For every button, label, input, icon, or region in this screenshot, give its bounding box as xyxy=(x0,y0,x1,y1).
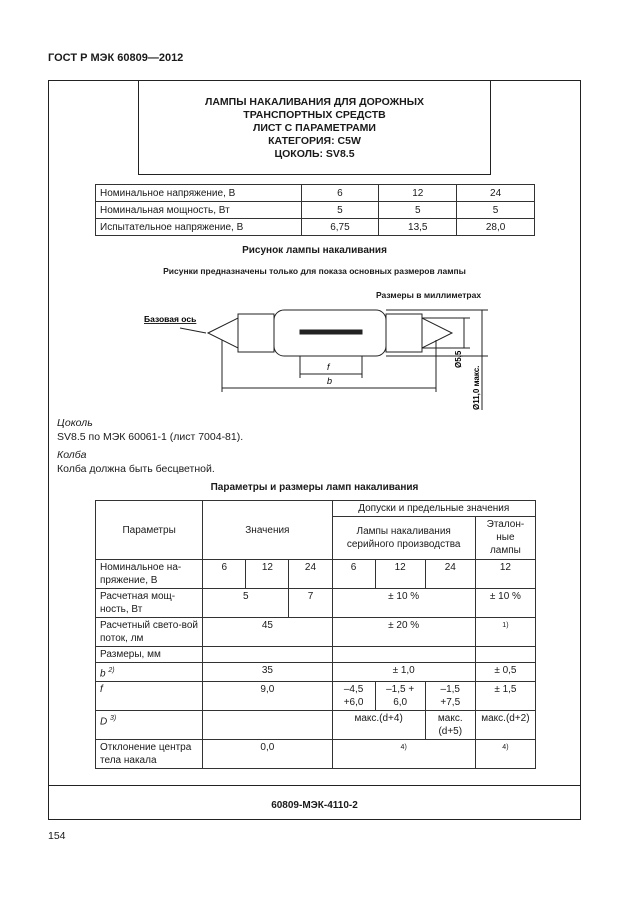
cell: 12 xyxy=(246,560,289,589)
table-row xyxy=(96,647,536,663)
ratings-table xyxy=(95,184,535,236)
left-cap-tip xyxy=(208,318,238,348)
table-row xyxy=(96,560,536,589)
table-row xyxy=(96,682,536,711)
title-line: ЛИСТ С ПАРАМЕТРАМИ xyxy=(253,122,376,134)
row-label: Отклонение центра тела накала xyxy=(96,740,203,769)
cell: ± 10 % xyxy=(332,589,475,618)
page-number: 154 xyxy=(48,830,66,842)
table-row xyxy=(96,618,536,647)
bulb-title: Колба xyxy=(57,449,87,461)
footnote-ref: 2) xyxy=(108,667,115,674)
title-line: ТРАНСПОРТНЫХ СРЕДСТВ xyxy=(243,109,386,121)
table-row xyxy=(96,219,535,236)
cell: 6 xyxy=(203,560,246,589)
label-f: f xyxy=(327,362,330,372)
row-label-text: b xyxy=(100,668,106,680)
cell: 28,0 xyxy=(457,219,535,236)
cell: 35 xyxy=(203,663,332,682)
figure-note: Рисунки предназначены только для показа основных размеров лампы xyxy=(163,266,466,276)
cell: макс.(d+5) xyxy=(425,711,475,740)
cell: макс.(d+4) xyxy=(332,711,425,740)
bulb-text: Колба должна быть бесцветной. xyxy=(57,463,215,475)
footnote-ref: 4) xyxy=(332,740,475,769)
cap-title: Цоколь xyxy=(57,417,93,429)
sheet-code: 60809-МЭК-4110-2 xyxy=(271,800,358,811)
title-line: КАТЕГОРИЯ: C5W xyxy=(268,135,361,147)
row-label: f xyxy=(96,682,203,711)
cell: 6 xyxy=(301,185,379,202)
cell: ± 1,0 xyxy=(332,663,475,682)
cell: –4,5 +6,0 xyxy=(332,682,375,711)
table-row xyxy=(96,589,536,618)
units-note: Размеры в миллиметрах xyxy=(376,290,482,300)
table-row xyxy=(96,711,536,740)
table-row xyxy=(96,202,535,219)
cell: 9,0 xyxy=(203,682,332,711)
cell: 5 xyxy=(457,202,535,219)
row-label: Номинальное на-пряжение, В xyxy=(96,560,203,589)
table-row xyxy=(96,185,535,202)
title-line: ЛАМПЫ НАКАЛИВАНИЯ ДЛЯ ДОРОЖНЫХ xyxy=(204,96,425,108)
table2-caption: Параметры и размеры ламп накаливания xyxy=(210,482,419,493)
table-row xyxy=(96,663,536,682)
cell: 6,75 xyxy=(301,219,379,236)
row-label: Номинальная мощность, Вт xyxy=(96,202,302,219)
row-label: Размеры, мм xyxy=(96,647,203,663)
label-d11: Ø11,0 макс. xyxy=(472,365,481,410)
cell: 6 xyxy=(332,560,375,589)
row-label: Расчетная мощ-ность, Вт xyxy=(96,589,203,618)
cell: 5 xyxy=(379,202,457,219)
footnote-ref: 4) xyxy=(475,740,535,769)
cell: 5 xyxy=(203,589,289,618)
footer-divider xyxy=(48,785,581,786)
footnote-ref: 3) xyxy=(110,715,117,723)
cell: 5 xyxy=(301,202,379,219)
row-label xyxy=(96,663,203,682)
footnote-ref: 1) xyxy=(475,618,535,647)
cell: ± 1,5 xyxy=(475,682,535,711)
row-label xyxy=(96,711,203,740)
cell: –1,5 + 6,0 xyxy=(375,682,425,711)
header-params: Параметры xyxy=(96,501,203,560)
figure-caption: Рисунок лампы накаливания xyxy=(242,245,387,256)
cell: 12 xyxy=(375,560,425,589)
table-row xyxy=(96,501,536,517)
parameters-table xyxy=(95,500,536,769)
header-values: Значения xyxy=(203,501,332,560)
row-label: Испытательное напряжение, В xyxy=(96,219,302,236)
lamp-drawing xyxy=(130,300,500,410)
label-d55: Ø5,5 xyxy=(454,350,463,368)
row-label: Номинальное напряжение, В xyxy=(96,185,302,202)
row-label-text: D xyxy=(100,716,108,728)
cell: 24 xyxy=(425,560,475,589)
cell: –1,5 +7,5 xyxy=(425,682,475,711)
table-row xyxy=(96,740,536,769)
sheet-title xyxy=(138,96,491,161)
cell: ± 20 % xyxy=(332,618,475,647)
right-cap xyxy=(386,314,422,352)
cap-text: SV8.5 по МЭК 60061-1 (лист 7004-81). xyxy=(57,431,244,443)
right-cap-tip xyxy=(422,318,452,348)
base-axis-label: Базовая ось xyxy=(144,314,197,324)
header-serial: Лампы накаливания серийного производства xyxy=(332,517,475,560)
cell: 24 xyxy=(457,185,535,202)
document-header: ГОСТ Р МЭК 60809—2012 xyxy=(48,52,184,64)
left-cap xyxy=(238,314,274,352)
label-b: b xyxy=(327,376,333,386)
cell: макс.(d+2) xyxy=(475,711,535,740)
header-tolerances: Допуски и предельные значения xyxy=(332,501,535,517)
cell: 12 xyxy=(379,185,457,202)
cell: ± 0,5 xyxy=(475,663,535,682)
cell: 7 xyxy=(289,589,332,618)
cell: 24 xyxy=(289,560,332,589)
cell: 13,5 xyxy=(379,219,457,236)
header-reference: Эталон-ные лампы xyxy=(475,517,535,560)
cell: ± 10 % xyxy=(475,589,535,618)
base-axis-leader xyxy=(180,328,206,333)
row-label: Расчетный свето-вой поток, лм xyxy=(96,618,203,647)
filament xyxy=(300,330,362,334)
title-line: ЦОКОЛЬ: SV8.5 xyxy=(274,148,355,160)
cell: 45 xyxy=(203,618,332,647)
cell: 0,0 xyxy=(203,740,332,769)
cell: 12 xyxy=(475,560,535,589)
